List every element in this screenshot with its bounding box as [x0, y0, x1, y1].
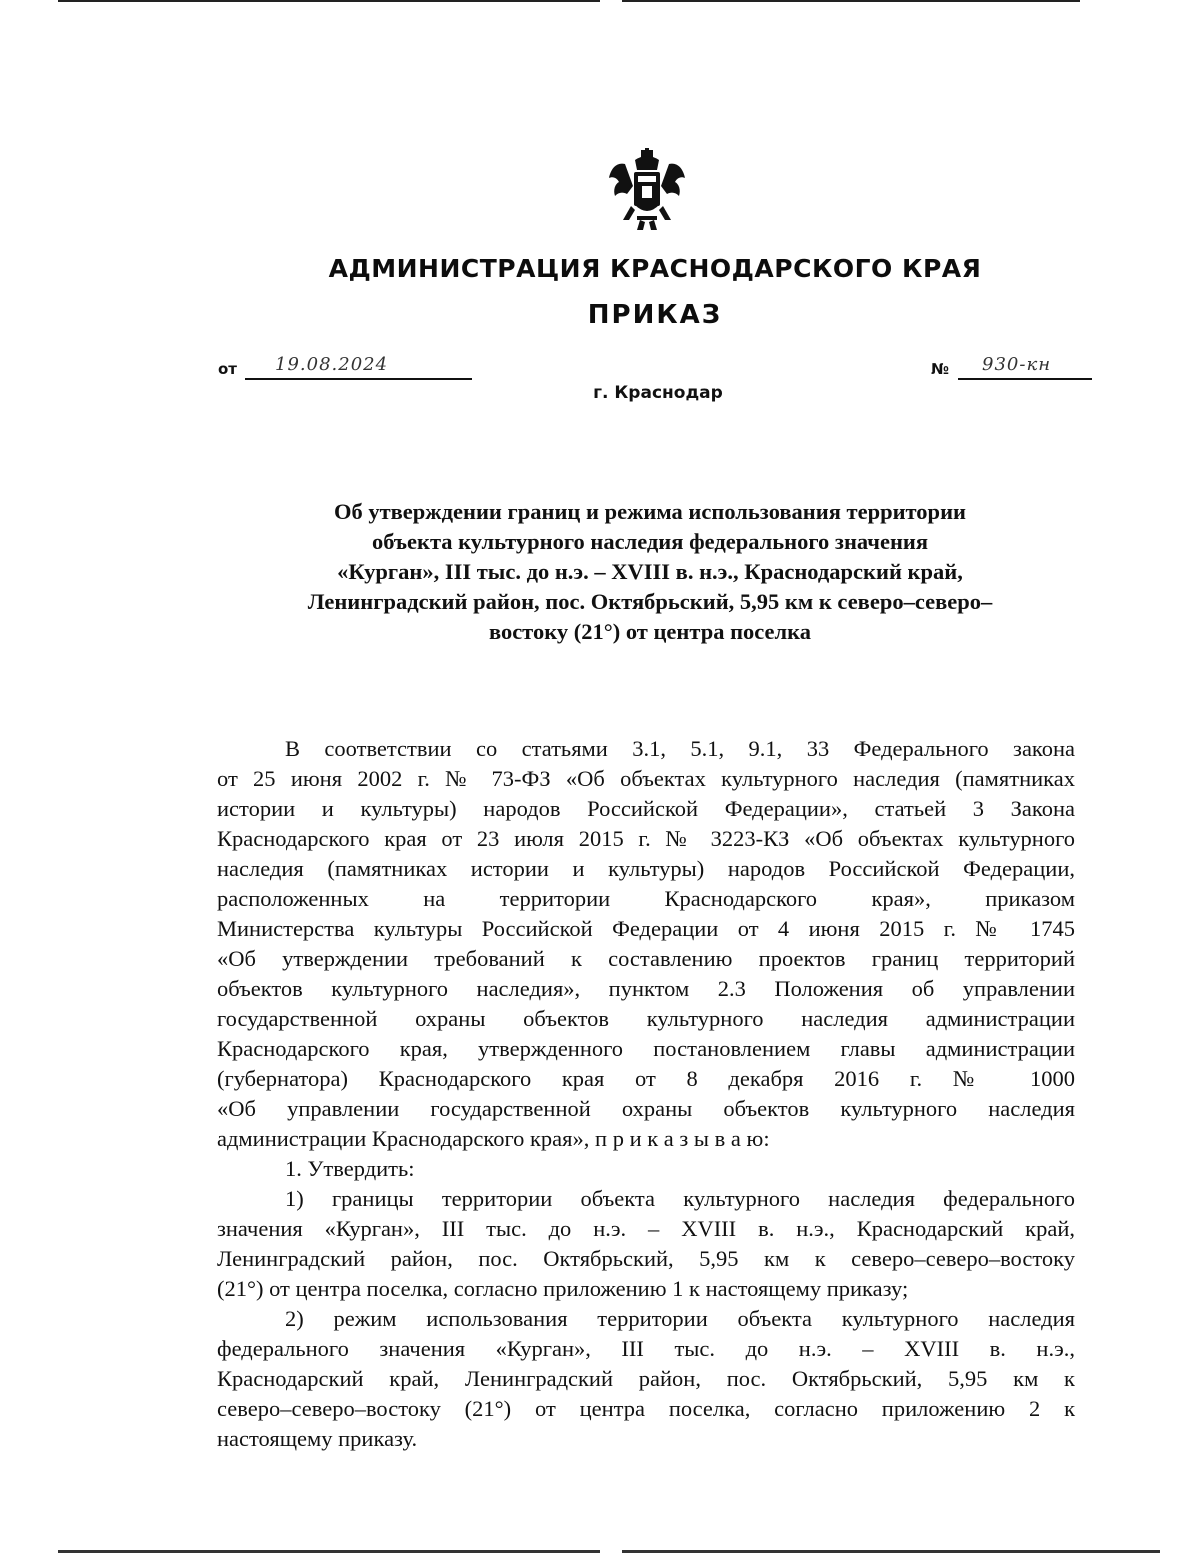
item-1-2: [217, 1304, 1075, 1454]
preamble-line: от 25 июня 2002 г. № 73-ФЗ «Об объектах культурного наследия (памятниках: [217, 766, 1075, 791]
preamble-line: государственной охраны объектов культурного наследия администрации: [217, 1006, 1075, 1031]
item-1: 1. Утвердить:: [285, 1156, 415, 1181]
preamble-line: «Об управлении государственной охраны объектов культурного наследия: [217, 1096, 1075, 1121]
item-1-2-line: северо–северо–востоку (21°) от центра поселка, согласно приложению 2 к: [217, 1396, 1075, 1421]
preamble-line: расположенных на территории Краснодарского края», приказом: [217, 886, 1075, 911]
item-1-1-line: 1) границы территории объекта культурного наследия федерального: [285, 1186, 1075, 1211]
preamble-line: «Об утверждении требований к составлению проектов границ территорий: [217, 946, 1075, 971]
preamble: [217, 734, 1075, 1154]
preamble-line: Краснодарского края, утвержденного постановлением главы администрации: [217, 1036, 1075, 1061]
date-value: 19.08.2024: [275, 354, 389, 375]
preamble-line: истории и культуры) народов Российской Федерации», статьей 3 Закона: [217, 796, 1075, 821]
item-1-1-last-line: (21°) от центра поселка, согласно приложению 1 к настоящему приказу;: [217, 1276, 909, 1301]
date-field: [245, 354, 472, 380]
item-1-2-line: 2) режим использования территории объекта культурного наследия: [285, 1306, 1075, 1331]
scan-edge-top-left: [58, 0, 600, 2]
number-label: №: [931, 360, 950, 378]
order-word: п р и к а з ы в а ю:: [595, 1126, 770, 1151]
organization-name: АДМИНИСТРАЦИЯ КРАСНОДАРСКОГО КРАЯ: [328, 254, 982, 283]
preamble-line: наследия (памятниках истории и культуры) народов Российской Федерации,: [217, 856, 1075, 881]
item-1-2-line: федерального значения «Курган», III тыс. до н.э. – XVIII в. н.э.,: [217, 1336, 1075, 1361]
scan-edge-top-right: [622, 0, 1080, 2]
document-title: [225, 497, 1075, 647]
title-line: Ленинградский район, пос. Октябрьский, 5,95 км к северо–северо–: [307, 589, 993, 614]
document-type: ПРИКАЗ: [587, 300, 723, 330]
preamble-last-line: [217, 1124, 1075, 1154]
date-label: от: [218, 360, 237, 378]
preamble-line: объектов культурного наследия», пунктом 2.3 Положения об управлении: [217, 976, 1075, 1001]
number-value: 930-кн: [982, 354, 1052, 375]
preamble-line: В соответствии со статьями 3.1, 5.1, 9.1, 33 Федерального закона: [285, 736, 1075, 761]
title-line: «Курган», III тыс. до н.э. – XVIII в. н.э., Краснодарский край,: [337, 559, 963, 584]
preamble-line: (губернатора) Краснодарского края от 8 декабря 2016 г. № 1000: [217, 1066, 1075, 1091]
item-1-2-line: Краснодарский край, Ленинградский район, пос. Октябрьский, 5,95 км к: [217, 1366, 1075, 1391]
preamble-line: Министерства культуры Российской Федерации от 4 июня 2015 г. № 1745: [217, 916, 1075, 941]
number-field: [958, 354, 1092, 380]
title-line: Об утверждении границ и режима использования территории: [333, 499, 967, 524]
preamble-last-text: администрации Краснодарского края»,: [217, 1126, 590, 1151]
krasnodar-coat-of-arms-icon: [607, 148, 687, 232]
title-line: востоку (21°) от центра поселка: [488, 619, 812, 644]
item-1-2-last-line: настоящему приказу.: [217, 1426, 418, 1451]
city: г. Краснодар: [593, 383, 723, 403]
item-1-1-line: значения «Курган», III тыс. до н.э. – XVIII в. н.э., Краснодарский край,: [217, 1216, 1075, 1241]
document-body: [217, 734, 1075, 1454]
item-1-1: [217, 1184, 1075, 1304]
title-line: объекта культурного наследия федерального значения: [371, 529, 929, 554]
item-1-1-line: Ленинградский район, пос. Октябрьский, 5,95 км к северо–северо–востоку: [217, 1246, 1075, 1271]
preamble-line: Краснодарского края от 23 июля 2015 г. № 3223-КЗ «Об объектах культурного: [217, 826, 1075, 851]
